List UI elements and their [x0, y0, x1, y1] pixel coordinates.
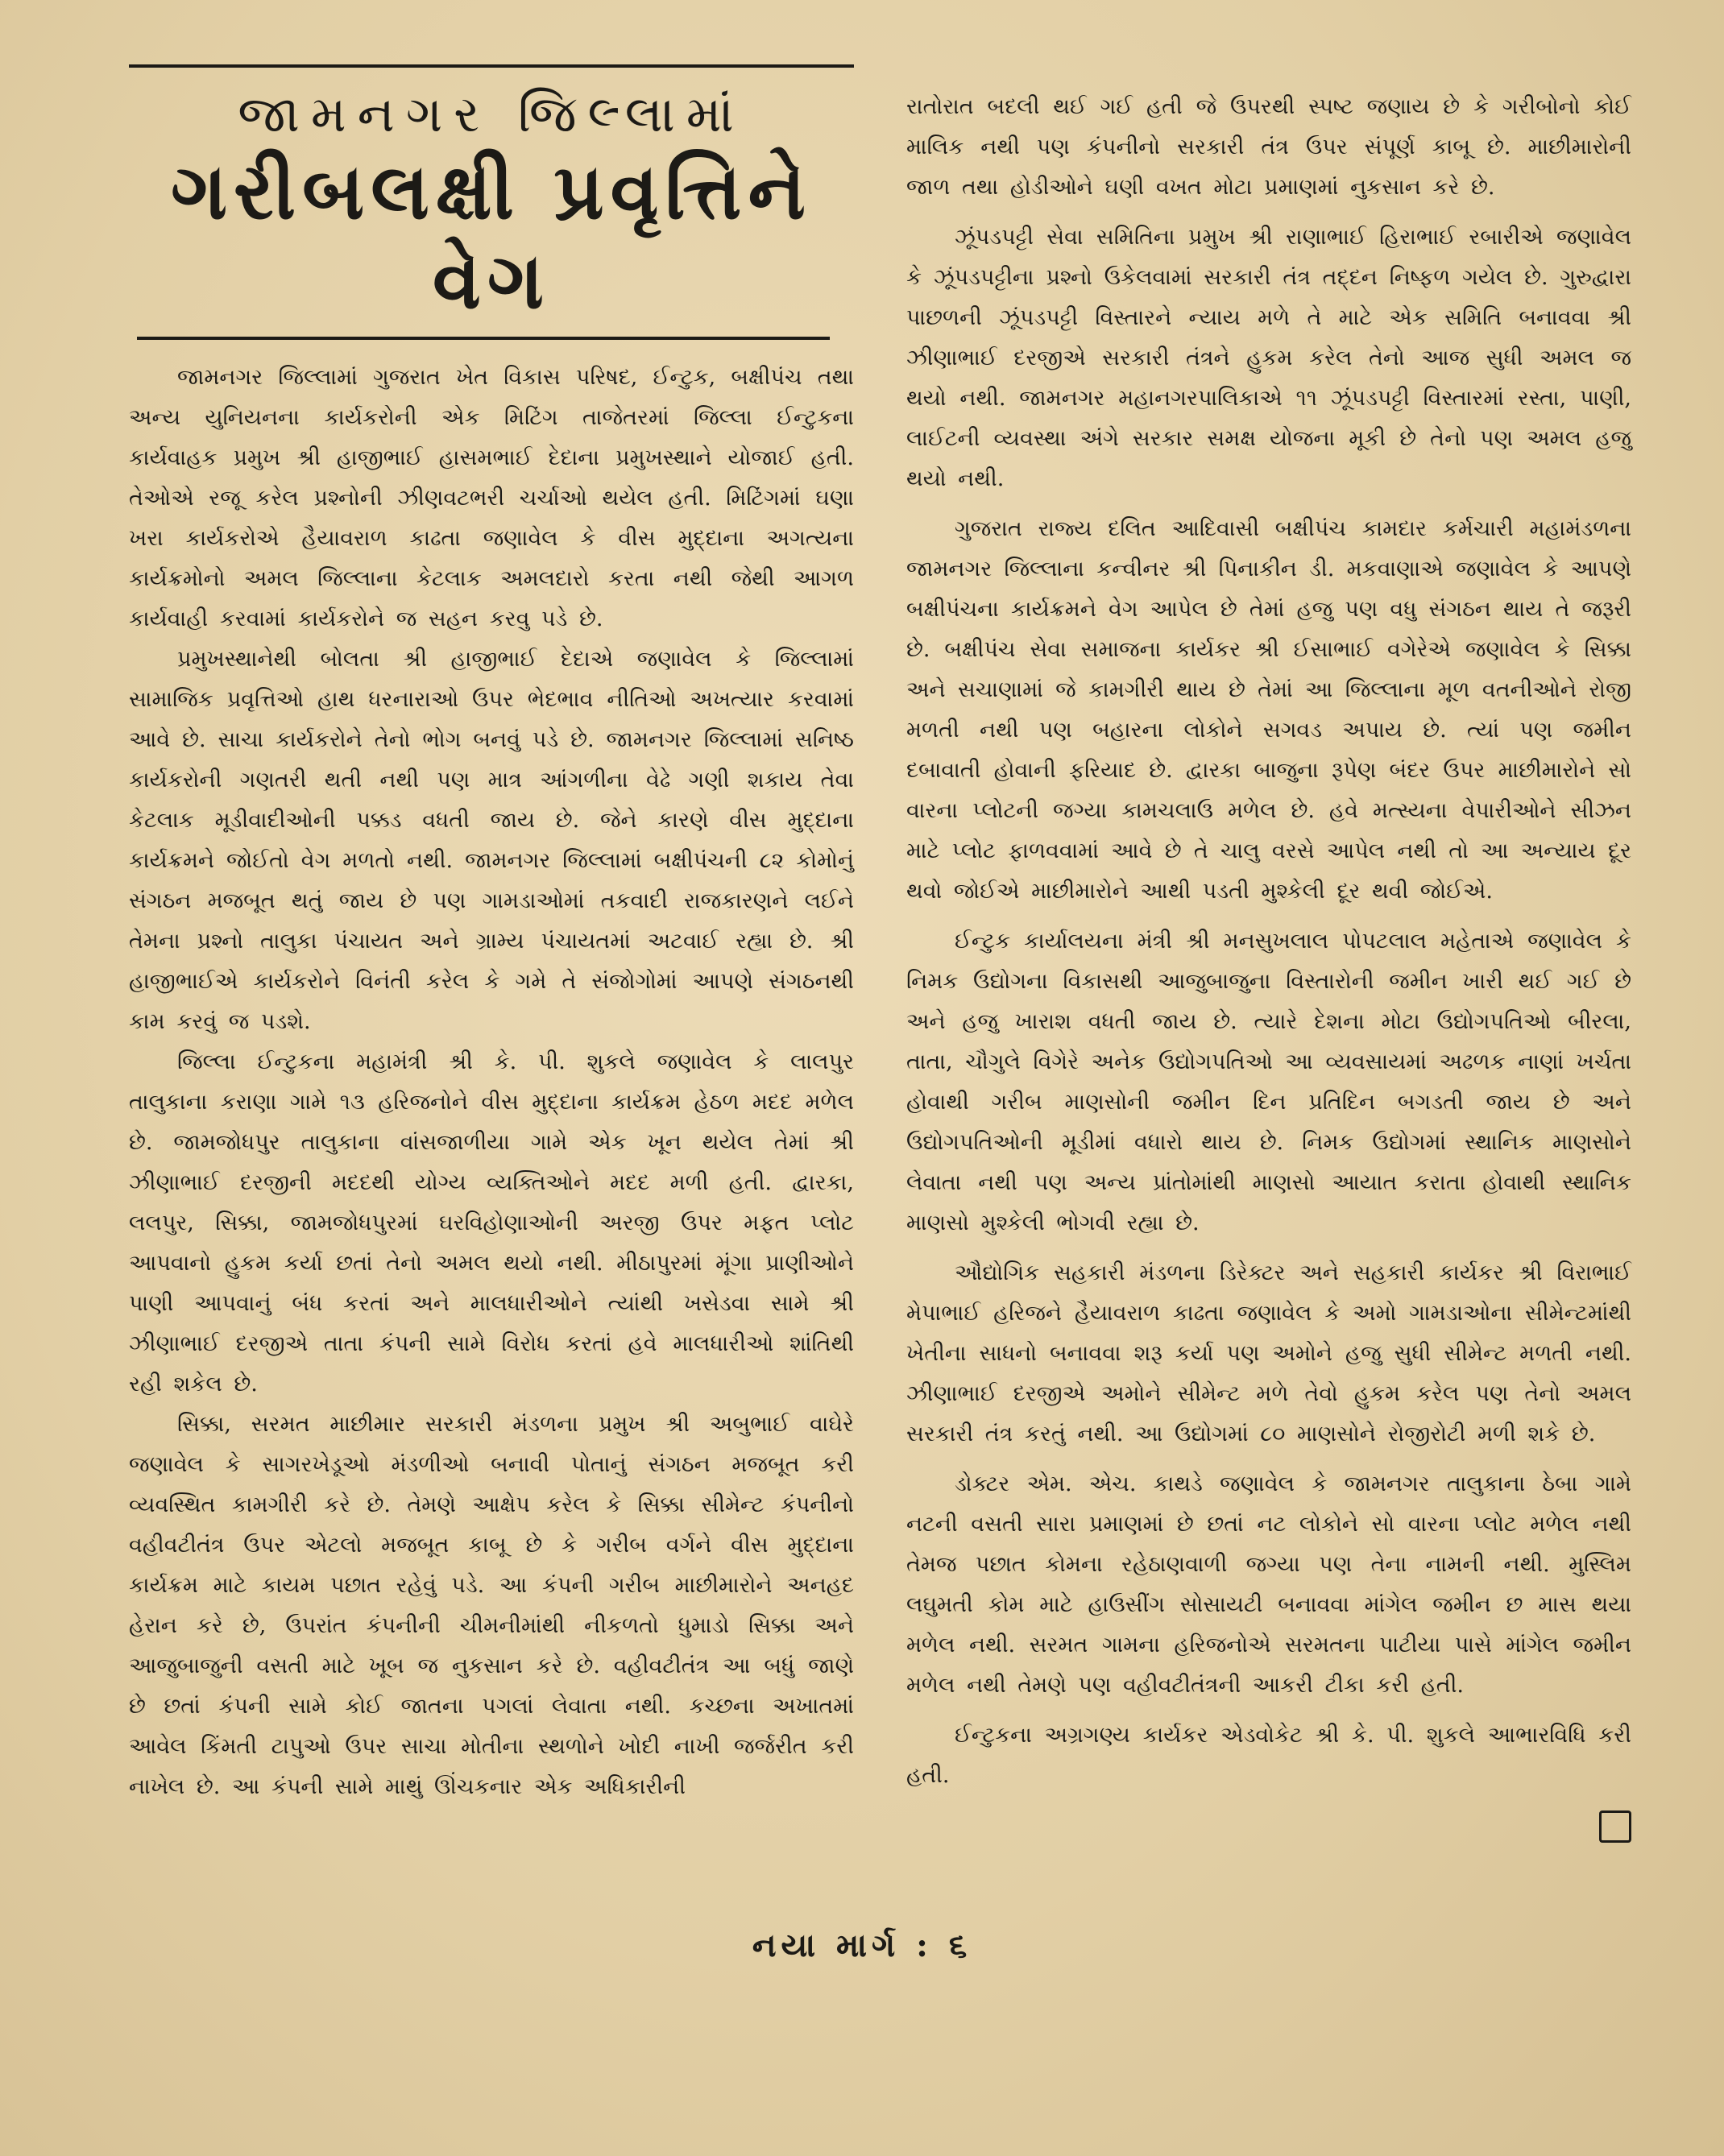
paragraph: ઈન્ટુક કાર્યાલયના મંત્રી શ્રી મનસુખલાલ પોપટલાલ મહેતાએ જણાવેલ કે નિમક ઉદ્યોગના વિકાસથી આજુબાજુના વિસ્તારોની જમીન ખારી થઈ ગઈ છે અને હજુ ખારાશ વધતી જાય છે. ત્યારે દેશના મોટા ઉદ્યોગપતિઓ બીરલા, તાતા, ચૌગુલે વિગેરે અનેક ઉદ્યોગપતિઓ આ વ્યવસાયમાં અઢળક નાણાં ખર્ચતા હોવાથી ગરીબ માણસોની જમીન દિન પ્રતિદિન બગડતી જાય છે અને ઉદ્યોગપતિઓની મૂડીમાં વધારો થાય છે. નિમક ઉદ્યોગમાં સ્થાનિક માણસોને લેવાતા નથી પણ અન્ય પ્રાંતોમાંથી માણસો આયાત કરાતા હોવાથી સ્થાનિક માણસો મુશ્કેલી ભોગવી રહ્યા છે. [906, 929, 1631, 1235]
article-headline: ગરીબલક્ષી પ્રવૃત્તિને વેગ [170, 146, 813, 326]
left-column-body [129, 358, 854, 1807]
paragraph: ડોક્ટર એમ. એચ. કાથડે જણાવેલ કે જામનગર તાલુકાના ઠેબા ગામે નટની વસતી સારા પ્રમાણમાં છે છતાં નટ લોકોને સો વારના પ્લોટ મળેલ નથી તેમજ પછાત કોમના રહેઠાણવાળી જગ્યા પણ તેના નામની નથી. મુસ્લિમ લઘુમતી કોમ માટે હાઉસીંગ સોસાયટી બનાવવા માંગેલ જમીન છ માસ થયા મળેલ નથી. સરમત ગામના હરિજનોએ સરમતના પાટીયા પાસે માંગેલ જમીન મળેલ નથી તેમણે પણ વહીવટીતંત્રની આકરી ટીકા કરી હતી. [906, 1471, 1631, 1698]
article-kicker: જામનગર જિલ્લામાં [238, 85, 745, 143]
right-column [906, 87, 1631, 1843]
right-column-body [906, 87, 1631, 1796]
paragraph: ઈન્ટુકના અગ્રગણ્ય કાર્યકર એડવોકેટ શ્રી કે. પી. શુકલે આભારવિધિ કરી હતી. [906, 1723, 1631, 1788]
paragraph: જિલ્લા ઈન્ટુકના મહામંત્રી શ્રી કે. પી. શુકલે જણાવેલ કે લાલપુર તાલુકાના કરાણા ગામે ૧૩ હરિજનોને વીસ મુદ્દાના કાર્યક્રમ હેઠળ મદદ મળેલ છે. જામજોધપુર તાલુકાના વાંસજાળીયા ગામે એક ખૂન થયેલ તેમાં શ્રી ઝીણાભાઈ દરજીની મદદથી યોગ્ય વ્યક્તિઓને મદદ મળી હતી. દ્વારકા, લલપુર, સિક્કા, જામજોધપુરમાં ઘરવિહોણાઓની અરજી ઉપર મફત પ્લોટ આપવાનો હુકમ કર્યા છતાં તેનો અમલ થયો નથી. મીઠાપુરમાં મૂંગા પ્રાણીઓને પાણી આપવાનું બંધ કરતાં અને માલધારીઓને ત્યાંથી ખસેડવા સામે શ્રી ઝીણાભાઈ દરજીએ તાતા કંપની સામે વિરોધ કરતાં હવે માલધારીઓ શાંતિથી રહી શકેલ છે. [129, 1049, 854, 1397]
end-of-article-box-icon [1599, 1810, 1631, 1843]
paragraph: રાતોરાત બદલી થઈ ગઈ હતી જે ઉપરથી સ્પષ્ટ જણાય છે કે ગરીબોનો કોઈ માલિક નથી પણ કંપનીનો સરકારી તંત્ર ઉપર સંપૂર્ણ કાબૂ છે. માછીમારોની જાળ તથા હોડીઓને ઘણી વખત મોટા પ્રમાણમાં નુકસાન કરે છે. [906, 94, 1631, 200]
paragraph: ગુજરાત રાજ્ય દલિત આદિવાસી બક્ષીપંચ કામદાર કર્મચારી મહામંડળના જામનગર જિલ્લાના કન્વીનર શ્રી પિનાકીન ડી. મકવાણાએ જણાવેલ કે આપણે બક્ષીપંચના કાર્યક્રમને વેગ આપેલ છે તેમાં હજુ પણ વધુ સંગઠન થાય તે જરૂરી છે. બક્ષીપંચ સેવા સમાજના કાર્યકર શ્રી ઈસાભાઈ વગેરેએ જણાવેલ કે સિક્કા અને સચાણામાં જે કામગીરી થાય છે તેમાં આ જિલ્લાના મૂળ વતનીઓને રોજી મળતી નથી પણ બહારના લોકોને સગવડ અપાય છે. ત્યાં પણ જમીન દબાવાતી હોવાની ફરિયાદ છે. દ્વારકા બાજુના રૂપેણ બંદર ઉપર માછીમારોને સો વારના પ્લોટની જગ્યા કામચલાઉ મળેલ છે. હવે મત્સ્યના વેપારીઓને સીઝન માટે પ્લોટ ફાળવવામાં આવે છે તે ચાલુ વરસે આપેલ નથી તો આ અન્યાય દૂર થવો જોઈએ માછીમારોને આથી પડતી મુશ્કેલી દૂર થવી જોઈએ. [906, 516, 1631, 904]
paragraph: ઔદ્યોગિક સહકારી મંડળના ડિરેક્ટર અને સહકારી કાર્યકર શ્રી વિરાભાઈ મેપાભાઈ હરિજને હૈયાવરાળ કાઢતા જણાવેલ કે અમો ગામડાઓના સીમેન્ટમાંથી ખેતીના સાધનો બનાવવા શરૂ કર્યા પણ અમોને હજુ સુધી સીમેન્ટ મળતી નથી. ઝીણાભાઈ દરજીએ અમોને સીમેન્ટ મળે તેવો હુકમ કરેલ પણ તેનો અમલ સરકારી તંત્ર કરતું નથી. આ ઉદ્યોગમાં ૮૦ માણસોને રોજીરોટી મળી શકે છે. [906, 1260, 1631, 1446]
headline-bottom-rule [137, 337, 830, 340]
headline-top-rule [129, 64, 854, 68]
paragraph: જામનગર જિલ્લામાં ગુજરાત ખેત વિકાસ પરિષદ, ઈન્ટુક, બક્ષીપંચ તથા અન્ય યુનિયનના કાર્યકરોની એક મિટિંગ તાજેતરમાં જિલ્લા ઈન્ટુકના કાર્યવાહક પ્રમુખ શ્રી હાજીભાઈ હાસમભાઈ દેદાના પ્રમુખસ્થાને યોજાઈ હતી. તેઓએ રજૂ કરેલ પ્રશ્નોની ઝીણવટભરી ચર્ચાઓ થયેલ હતી. મિટિંગમાં ઘણા ખરા કાર્યકરોએ હૈયાવરાળ કાઢતા જણાવેલ કે વીસ મુદ્દાના અગત્યના કાર્યક્રમોનો અમલ જિલ્લાના કેટલાક અમલદારો કરતા નથી જેથી આગળ કાર્યવાહી કરવામાં કાર્યકરોને જ સહન કરવુ પડે છે. [129, 365, 854, 632]
paragraph: ઝૂંપડપટ્ટી સેવા સમિતિના પ્રમુખ શ્રી રાણાભાઈ હિરાભાઈ રબારીએ જણાવેલ કે ઝૂંપડપટ્ટીના પ્રશ્નો ઉકેલવામાં સરકારી તંત્ર તદ્દન નિષ્ફળ ગયેલ છે. ગુરુદ્વારા પાછળની ઝૂંપડપટ્ટી વિસ્તારને ન્યાય મળે તે માટે એક સમિતિ બનાવવા શ્રી ઝીણાભાઈ દરજીએ સરકારી તંત્રને હુકમ કરેલ તેનો આજ સુધી અમલ જ થયો નથી. જામનગર મહાનગરપાલિકાએ ૧૧ ઝૂંપડપટ્ટી વિસ્તારમાં રસ્તા, પાણી, લાઈટની વ્યવસ્થા અંગે સરકાર સમક્ષ યોજના મૂકી છે તેનો પણ અમલ હજુ થયો નથી. [906, 225, 1631, 491]
left-column [129, 64, 854, 1807]
paragraph: સિક્કા, સરમત માછીમાર સરકારી મંડળના પ્રમુખ શ્રી અબુભાઈ વાઘેરે જણાવેલ કે સાગરખેડૂઓ મંડળીઓ બનાવી પોતાનું સંગઠન મજબૂત કરી વ્યવસ્થિત કામગીરી કરે છે. તેમણે આક્ષેપ કરેલ કે સિક્કા સીમેન્ટ કંપનીનો વહીવટીતંત્ર ઉપર એટલો મજબૂત કાબૂ છે કે ગરીબ વર્ગને વીસ મુદ્દાના કાર્યક્રમ માટે કાયમ પછાત રહેવું પડે. આ કંપની ગરીબ માછીમારોને અનહદ હેરાન કરે છે, ઉપરાંત કંપનીની ચીમનીમાંથી નીકળતો ધુમાડો સિક્કા અને આજુબાજુની વસતી માટે ખૂબ જ નુકસાન કરે છે. વહીવટીતંત્ર આ બધું જાણે છે છતાં કંપની સામે કોઈ જાતના પગલાં લેવાતા નથી. કચ્છના અખાતમાં આવેલ કિંમતી ટાપુઓ ઉપર સાચા મોતીના સ્થળોને ખોદી નાખી જર્જરીત કરી નાખેલ છે. આ કંપની સામે માથું ઊંચકનાર એક અધિકારીની [129, 1412, 854, 1800]
paragraph: પ્રમુખસ્થાનેથી બોલતા શ્રી હાજીભાઈ દેદાએ જણાવેલ કે જિલ્લામાં સામાજિક પ્રવૃત્તિઓ હાથ ધરનારાઓ ઉપર ભેદભાવ નીતિઓ અખત્યાર કરવામાં આવે છે. સાચા કાર્યકરોને તેનો ભોગ બનવું પડે છે. જામનગર જિલ્લામાં સનિષ્ઠ કાર્યકરોની ગણતરી થતી નથી પણ માત્ર આંગળીના વેઢે ગણી શકાય તેવા કેટલાક મૂડીવાદીઓની પક્કડ વધતી જાય છે. જેને કારણે વીસ મુદ્દાના કાર્યક્રમને જોઈતો વેગ મળતો નથી. જામનગર જિલ્લામાં બક્ષીપંચની ૮૨ કોમોનું સંગઠન મજબૂત થતું જાય છે પણ ગામડાઓમાં તકવાદી રાજકારણને લઈને તેમના પ્રશ્નો તાલુકા પંચાયત અને ગ્રામ્ય પંચાયતમાં અટવાઈ રહ્યા છે. શ્રી હાજીભાઈએ કાર્યકરોને વિનંતી કરેલ કે ગમે તે સંજોગોમાં આપણે સંગઠનથી કામ કરવું જ પડશે. [129, 647, 854, 1035]
page-footer: નયા માર્ગ : ૬ [752, 1926, 972, 1964]
